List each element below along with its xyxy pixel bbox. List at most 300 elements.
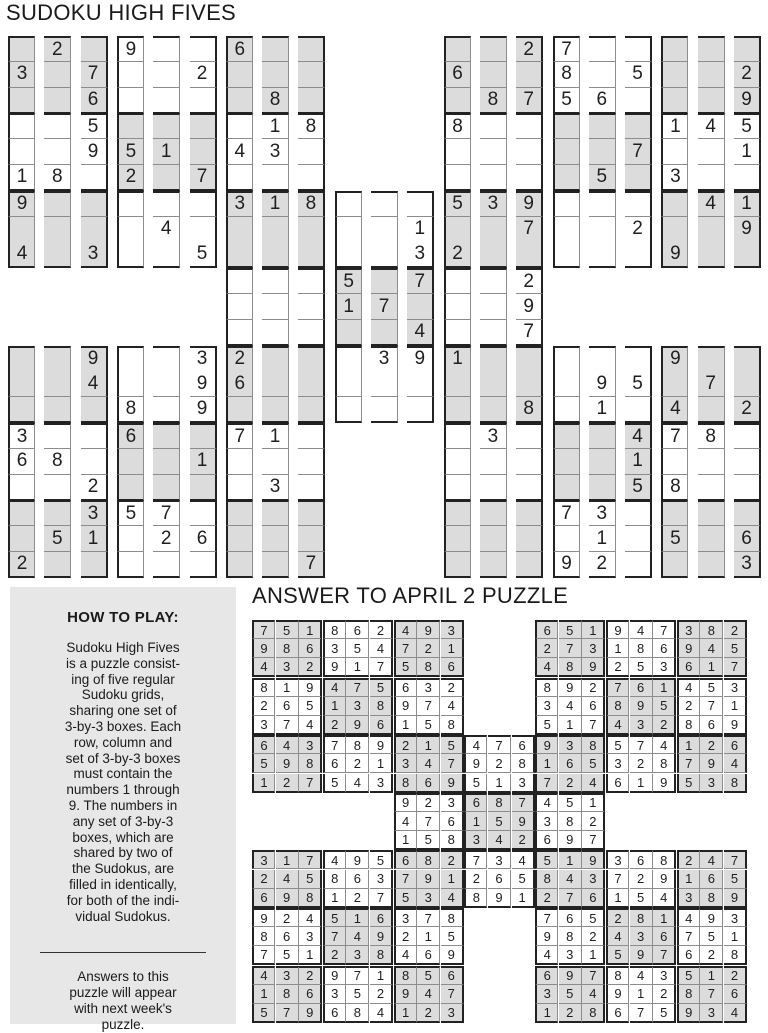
cell-r8-c18: 8 — [653, 754, 676, 773]
cell-r5-c17: 9 — [630, 697, 653, 716]
cell-r13-c10: 7 — [464, 850, 487, 869]
cell-r7-c16 — [553, 191, 580, 217]
cell-r20-c14: 5 — [559, 985, 582, 1004]
cell-r9-c12: 3 — [407, 242, 434, 268]
cell-r12-c7: 1 — [394, 831, 417, 850]
cell-r21-c9: 3 — [441, 1004, 464, 1023]
cell-r16-c21: 3 — [724, 908, 747, 927]
cell-r5-c13: 3 — [535, 697, 558, 716]
cell-r14-c12 — [407, 371, 434, 397]
cell-r16-c6: 6 — [370, 908, 393, 927]
cell-r10-c15: 2 — [516, 268, 543, 294]
cell-r20-c19: 5 — [661, 526, 688, 552]
cell-r21-c13: 1 — [535, 1004, 558, 1023]
cell-r3-c1: 4 — [252, 658, 275, 677]
cell-r4-c21: 5 — [734, 113, 761, 139]
how-to-play-heading: HOW TO PLAY: — [67, 609, 179, 626]
cell-r4-c7 — [226, 113, 253, 139]
cell-r9-c14 — [480, 242, 507, 268]
cell-r17-c19 — [661, 449, 688, 475]
cell-r5-c8: 3 — [262, 139, 289, 165]
cell-r21-c7: 1 — [394, 1004, 417, 1023]
cell-r5-c16: 8 — [606, 697, 629, 716]
cell-r18-c8: 3 — [262, 475, 289, 501]
cell-r7-c5 — [153, 191, 180, 217]
cell-r8-c1: 5 — [252, 754, 275, 773]
answers-note: Answers to this puzzle will appear with next week's puzzle. — [69, 969, 177, 1032]
cell-r12-c7 — [226, 320, 253, 346]
cell-r9-c13: 2 — [444, 242, 471, 268]
cell-r4-c9: 8 — [298, 113, 325, 139]
cell-r7-c11: 7 — [488, 735, 511, 754]
cell-r6-c3 — [81, 165, 108, 191]
cell-r20-c5: 2 — [153, 526, 180, 552]
cell-r9-c4: 5 — [323, 774, 346, 793]
cell-r9-c15 — [516, 242, 543, 268]
cell-r3-c13 — [444, 88, 471, 114]
cell-r17-c4: 7 — [323, 927, 346, 946]
cell-r5-c18: 7 — [625, 139, 652, 165]
cell-r10-c8 — [262, 268, 289, 294]
cell-r1-c6: 2 — [370, 620, 393, 639]
cell-r17-c4 — [117, 449, 144, 475]
cell-r16-c14: 6 — [559, 908, 582, 927]
cell-r3-c7 — [226, 88, 253, 114]
cell-r8-c3: 8 — [299, 754, 322, 773]
cell-r13-c3: 9 — [81, 346, 108, 372]
cell-r8-c2: 9 — [276, 754, 299, 773]
cell-r5-c2: 6 — [276, 697, 299, 716]
cell-r20-c17: 1 — [589, 526, 616, 552]
cell-r19-c7: 8 — [394, 966, 417, 985]
cell-r14-c10: 2 — [464, 870, 487, 889]
cell-r6-c16 — [553, 165, 580, 191]
cell-r5-c20 — [698, 139, 725, 165]
cell-r7-c7: 3 — [226, 191, 253, 217]
cell-r7-c18 — [625, 191, 652, 217]
cell-r12-c13: 6 — [535, 831, 558, 850]
cell-r8-c21: 4 — [724, 754, 747, 773]
cell-r19-c21 — [734, 500, 761, 526]
cell-r19-c6 — [190, 500, 217, 526]
cell-r18-c3: 2 — [81, 475, 108, 501]
cell-r14-c7: 6 — [226, 371, 253, 397]
cell-r6-c20 — [698, 165, 725, 191]
cell-r9-c16: 6 — [606, 774, 629, 793]
cell-r14-c11 — [371, 371, 398, 397]
cell-r15-c20 — [698, 397, 725, 423]
cell-r3-c4: 9 — [323, 658, 346, 677]
cell-r12-c13 — [444, 320, 471, 346]
cell-r1-c18: 7 — [653, 620, 676, 639]
cell-r2-c20: 4 — [700, 639, 723, 658]
cell-r19-c13: 6 — [535, 966, 558, 985]
cell-r2-c16: 1 — [606, 639, 629, 658]
cell-r7-c20: 2 — [700, 735, 723, 754]
cell-r14-c5: 6 — [346, 870, 369, 889]
cell-r21-c6 — [190, 552, 217, 578]
cell-r13-c16 — [553, 346, 580, 372]
cell-r5-c6: 8 — [370, 697, 393, 716]
cell-r10-c7 — [226, 268, 253, 294]
cell-r21-c2 — [44, 552, 71, 578]
cell-r20-c4 — [117, 526, 144, 552]
cell-r21-c15 — [516, 552, 543, 578]
cell-r16-c18: 1 — [653, 908, 676, 927]
cell-r1-c14: 5 — [559, 620, 582, 639]
cell-r10-c11: 8 — [488, 793, 511, 812]
cell-r4-c8: 3 — [417, 678, 440, 697]
cell-r4-c6: 5 — [370, 678, 393, 697]
cell-r14-c17: 9 — [589, 371, 616, 397]
cell-r2-c21: 5 — [724, 639, 747, 658]
cell-r5-c4: 5 — [117, 139, 144, 165]
cell-r20-c9 — [298, 526, 325, 552]
cell-r21-c6: 4 — [370, 1004, 393, 1023]
cell-r19-c1 — [8, 500, 35, 526]
cell-r19-c18: 3 — [653, 966, 676, 985]
cell-r21-c14: 2 — [559, 1004, 582, 1023]
cell-r1-c6 — [190, 36, 217, 62]
cell-r14-c9 — [298, 371, 325, 397]
cell-r2-c16: 8 — [553, 62, 580, 88]
cell-r14-c15: 3 — [582, 870, 605, 889]
cell-r11-c13 — [444, 294, 471, 320]
cell-r4-c16: 7 — [606, 678, 629, 697]
cell-r16-c3: 4 — [299, 908, 322, 927]
cell-r16-c1: 3 — [8, 423, 35, 449]
cell-r8-c15: 5 — [582, 754, 605, 773]
cell-r17-c18: 1 — [625, 449, 652, 475]
cell-r17-c2: 8 — [44, 449, 71, 475]
cell-r9-c19: 5 — [677, 774, 700, 793]
cell-r13-c21 — [734, 346, 761, 372]
cell-r19-c19: 5 — [677, 966, 700, 985]
cell-r14-c12: 5 — [512, 870, 535, 889]
cell-r5-c4: 1 — [323, 697, 346, 716]
cell-r17-c19: 7 — [677, 927, 700, 946]
answer-title: ANSWER TO APRIL 2 PUZZLE — [252, 583, 569, 608]
cell-r9-c21 — [734, 242, 761, 268]
cell-r11-c15: 9 — [516, 294, 543, 320]
cell-r9-c8: 6 — [417, 774, 440, 793]
cell-r19-c8: 5 — [417, 966, 440, 985]
cell-r11-c8 — [262, 294, 289, 320]
cell-r7-c10 — [335, 191, 362, 217]
cell-r19-c2: 3 — [276, 966, 299, 985]
cell-r4-c16 — [553, 113, 580, 139]
cell-r5-c6 — [190, 139, 217, 165]
cell-r12-c12: 4 — [407, 320, 434, 346]
cell-r20-c13 — [444, 526, 471, 552]
cell-r5-c5: 1 — [153, 139, 180, 165]
cell-r1-c21: 2 — [724, 620, 747, 639]
cell-r8-c20 — [698, 217, 725, 243]
cell-r9-c9: 9 — [441, 774, 464, 793]
cell-r2-c9 — [298, 62, 325, 88]
cell-r14-c6: 9 — [190, 371, 217, 397]
cell-r13-c4: 4 — [323, 850, 346, 869]
cell-r8-c16 — [553, 217, 580, 243]
cell-r18-c9 — [298, 475, 325, 501]
cell-r7-c7: 2 — [394, 735, 417, 754]
cell-r5-c3: 5 — [299, 697, 322, 716]
cell-r10-c15: 1 — [582, 793, 605, 812]
cell-r19-c16: 7 — [553, 500, 580, 526]
cell-r2-c18: 5 — [625, 62, 652, 88]
cell-r10-c9: 3 — [441, 793, 464, 812]
cell-r15-c17: 1 — [589, 397, 616, 423]
cell-r17-c16 — [553, 449, 580, 475]
cell-r7-c17 — [589, 191, 616, 217]
cell-r15-c3 — [81, 397, 108, 423]
cell-r1-c20: 8 — [700, 620, 723, 639]
cell-r2-c2 — [44, 62, 71, 88]
cell-r8-c16: 3 — [606, 754, 629, 773]
cell-r21-c21: 4 — [724, 1004, 747, 1023]
cell-r13-c9 — [298, 346, 325, 372]
cell-r18-c15: 1 — [582, 946, 605, 965]
cell-r9-c16 — [553, 242, 580, 268]
cell-r1-c2: 5 — [276, 620, 299, 639]
cell-r13-c17: 6 — [630, 850, 653, 869]
cell-r2-c13: 6 — [444, 62, 471, 88]
cell-r7-c9: 8 — [298, 191, 325, 217]
cell-r2-c14: 7 — [559, 639, 582, 658]
cell-r16-c3 — [81, 423, 108, 449]
cell-r15-c4: 1 — [323, 889, 346, 908]
cell-r1-c8 — [262, 36, 289, 62]
cell-r20-c20 — [698, 526, 725, 552]
cell-r15-c10: 8 — [464, 889, 487, 908]
cell-r18-c16: 5 — [606, 946, 629, 965]
cell-r5-c15 — [516, 139, 543, 165]
cell-r15-c18 — [625, 397, 652, 423]
cell-r17-c7: 2 — [394, 927, 417, 946]
cell-r15-c7 — [226, 397, 253, 423]
cell-r14-c3: 5 — [299, 870, 322, 889]
cell-r15-c12: 1 — [512, 889, 535, 908]
cell-r2-c7 — [226, 62, 253, 88]
cell-r3-c21: 9 — [734, 88, 761, 114]
cell-r7-c14: 3 — [480, 191, 507, 217]
cell-r4-c13: 8 — [535, 678, 558, 697]
cell-r7-c4: 7 — [323, 735, 346, 754]
cell-r18-c9: 9 — [441, 946, 464, 965]
cell-r8-c4: 6 — [323, 754, 346, 773]
cell-r16-c8: 1 — [262, 423, 289, 449]
cell-r18-c1 — [8, 475, 35, 501]
cell-r11-c7 — [226, 294, 253, 320]
cell-r6-c16: 4 — [606, 716, 629, 735]
cell-r6-c19: 8 — [677, 716, 700, 735]
cell-r16-c8: 7 — [417, 908, 440, 927]
cell-r14-c2: 4 — [276, 870, 299, 889]
cell-r13-c8 — [262, 346, 289, 372]
cell-r11-c11: 7 — [371, 294, 398, 320]
cell-r3-c15: 7 — [516, 88, 543, 114]
cell-r9-c11: 1 — [488, 774, 511, 793]
cell-r15-c5: 2 — [346, 889, 369, 908]
cell-r20-c1: 1 — [252, 985, 275, 1004]
cell-r3-c16: 5 — [553, 88, 580, 114]
cell-r3-c14: 8 — [480, 88, 507, 114]
cell-r1-c16: 7 — [553, 36, 580, 62]
cell-r15-c5 — [153, 397, 180, 423]
cell-r20-c13: 3 — [535, 985, 558, 1004]
cell-r13-c1: 3 — [252, 850, 275, 869]
cell-r6-c14: 1 — [559, 716, 582, 735]
cell-r13-c13: 5 — [535, 850, 558, 869]
cell-r12-c10: 3 — [464, 831, 487, 850]
cell-r8-c4 — [117, 217, 144, 243]
cell-r1-c7: 4 — [394, 620, 417, 639]
cell-r17-c9: 5 — [441, 927, 464, 946]
cell-r3-c3: 2 — [299, 658, 322, 677]
cell-r2-c17 — [589, 62, 616, 88]
cell-r2-c13: 2 — [535, 639, 558, 658]
cell-r1-c17 — [589, 36, 616, 62]
cell-r9-c7: 8 — [394, 774, 417, 793]
cell-r3-c18 — [625, 88, 652, 114]
cell-r1-c15: 1 — [582, 620, 605, 639]
cell-r18-c15 — [516, 475, 543, 501]
cell-r4-c13: 8 — [444, 113, 471, 139]
cell-r5-c19: 2 — [677, 697, 700, 716]
cell-r14-c10 — [335, 371, 362, 397]
cell-r6-c13 — [444, 165, 471, 191]
cell-r18-c4 — [117, 475, 144, 501]
cell-r14-c7: 7 — [394, 870, 417, 889]
cell-r8-c19: 7 — [677, 754, 700, 773]
cell-r17-c6: 1 — [190, 449, 217, 475]
cell-r16-c13: 7 — [535, 908, 558, 927]
cell-r6-c4: 2 — [117, 165, 144, 191]
cell-r6-c18 — [625, 165, 652, 191]
cell-r4-c5: 7 — [346, 678, 369, 697]
cell-r9-c18: 9 — [653, 774, 676, 793]
cell-r15-c13: 2 — [535, 889, 558, 908]
cell-r9-c1: 4 — [8, 242, 35, 268]
cell-r18-c2 — [44, 475, 71, 501]
cell-r4-c14 — [480, 113, 507, 139]
cell-r17-c17 — [589, 449, 616, 475]
cell-r9-c5: 4 — [346, 774, 369, 793]
cell-r10-c12: 7 — [512, 793, 535, 812]
cell-r13-c14: 1 — [559, 850, 582, 869]
cell-r13-c7: 2 — [226, 346, 253, 372]
cell-r7-c15: 9 — [516, 191, 543, 217]
cell-r21-c8: 2 — [417, 1004, 440, 1023]
cell-r7-c1: 6 — [252, 735, 275, 754]
cell-r19-c2 — [44, 500, 71, 526]
cell-r21-c17: 2 — [589, 552, 616, 578]
cell-r3-c21: 7 — [724, 658, 747, 677]
cell-r2-c6: 2 — [190, 62, 217, 88]
cell-r8-c10: 9 — [464, 754, 487, 773]
cell-r18-c5 — [153, 475, 180, 501]
cell-r8-c9: 7 — [441, 754, 464, 773]
cell-r15-c21: 2 — [734, 397, 761, 423]
cell-r10-c13: 4 — [535, 793, 558, 812]
cell-r5-c8: 7 — [417, 697, 440, 716]
cell-r8-c13: 1 — [535, 754, 558, 773]
cell-r21-c19 — [661, 552, 688, 578]
cell-r9-c9 — [298, 242, 325, 268]
cell-r6-c17: 5 — [589, 165, 616, 191]
cell-r9-c11 — [371, 242, 398, 268]
cell-r16-c19: 7 — [661, 423, 688, 449]
cell-r19-c7 — [226, 500, 253, 526]
cell-r8-c12: 1 — [407, 217, 434, 243]
cell-r9-c10 — [335, 242, 362, 268]
cell-r8-c8: 4 — [417, 754, 440, 773]
cell-r15-c9 — [298, 397, 325, 423]
cell-r2-c14 — [480, 62, 507, 88]
cell-r8-c14: 6 — [559, 754, 582, 773]
cell-r15-c21: 9 — [724, 889, 747, 908]
divider — [40, 952, 206, 953]
cell-r1-c13: 6 — [535, 620, 558, 639]
cell-r13-c5: 9 — [346, 850, 369, 869]
cell-r14-c13 — [444, 371, 471, 397]
cell-r7-c2 — [44, 191, 71, 217]
cell-r4-c17 — [589, 113, 616, 139]
cell-r19-c9 — [298, 500, 325, 526]
cell-r7-c18: 4 — [653, 735, 676, 754]
cell-r6-c21 — [734, 165, 761, 191]
cell-r6-c17: 3 — [630, 716, 653, 735]
cell-r11-c9 — [298, 294, 325, 320]
cell-r7-c10: 4 — [464, 735, 487, 754]
cell-r11-c12: 9 — [512, 812, 535, 831]
cell-r21-c20: 3 — [700, 1004, 723, 1023]
cell-r18-c19: 6 — [677, 946, 700, 965]
cell-r21-c1: 2 — [8, 552, 35, 578]
cell-r16-c20: 9 — [700, 908, 723, 927]
cell-r14-c19: 1 — [677, 870, 700, 889]
cell-r21-c3: 9 — [299, 1004, 322, 1023]
cell-r3-c8: 8 — [262, 88, 289, 114]
cell-r9-c2: 2 — [276, 774, 299, 793]
cell-r1-c9 — [298, 36, 325, 62]
cell-r7-c17: 7 — [630, 735, 653, 754]
cell-r6-c19: 3 — [661, 165, 688, 191]
cell-r5-c9: 4 — [441, 697, 464, 716]
cell-r9-c12: 3 — [512, 774, 535, 793]
cell-r7-c2: 4 — [276, 735, 299, 754]
cell-r6-c1: 1 — [8, 165, 35, 191]
cell-r7-c14: 3 — [559, 735, 582, 754]
cell-r6-c5 — [153, 165, 180, 191]
cell-r7-c8: 1 — [262, 191, 289, 217]
cell-r4-c4: 4 — [323, 678, 346, 697]
cell-r13-c20 — [698, 346, 725, 372]
cell-r19-c3: 2 — [299, 966, 322, 985]
cell-r9-c10: 5 — [464, 774, 487, 793]
cell-r19-c21: 2 — [724, 966, 747, 985]
cell-r9-c20 — [698, 242, 725, 268]
cell-r15-c15: 8 — [516, 397, 543, 423]
cell-r4-c21: 3 — [724, 678, 747, 697]
cell-r9-c8 — [262, 242, 289, 268]
cell-r17-c14 — [480, 449, 507, 475]
cell-r15-c19: 3 — [677, 889, 700, 908]
cell-r17-c18: 6 — [653, 927, 676, 946]
cell-r7-c6: 9 — [370, 735, 393, 754]
cell-r18-c5: 3 — [346, 946, 369, 965]
cell-r12-c15: 7 — [516, 320, 543, 346]
